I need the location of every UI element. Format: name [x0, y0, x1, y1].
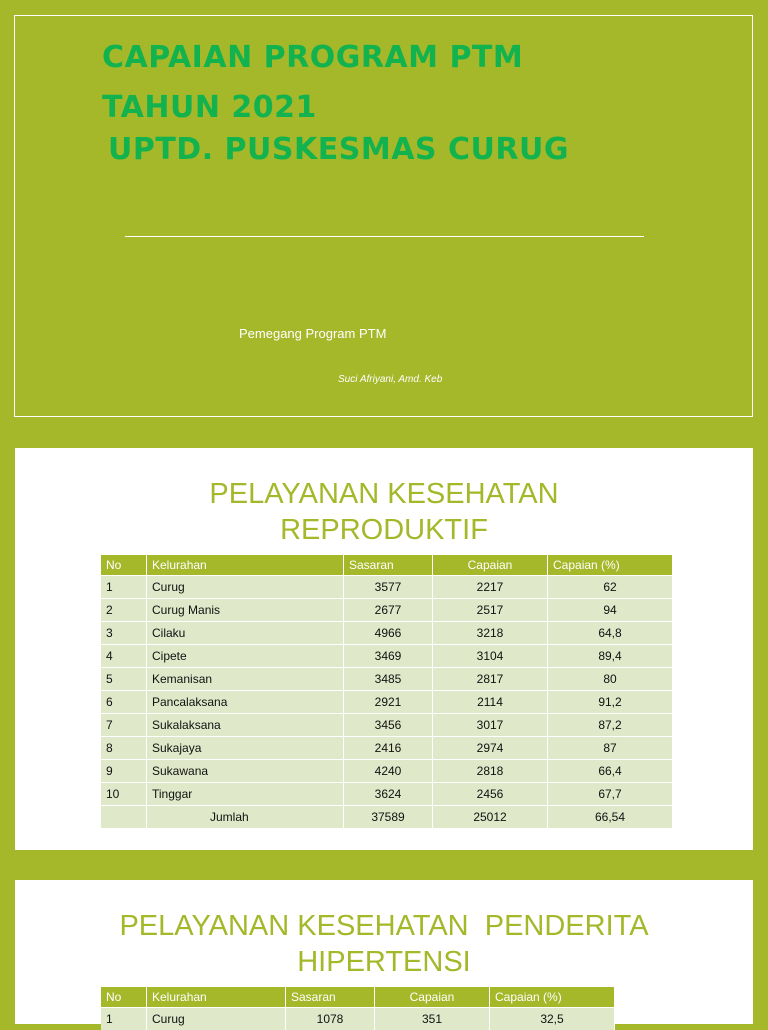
row-capaian: 2114: [433, 691, 548, 714]
col-header-capaian: Capaian: [375, 987, 490, 1008]
row-sasaran: 2921: [344, 691, 433, 714]
row-kelurahan: Curug: [147, 576, 344, 599]
total-pct: 66,54: [548, 806, 673, 829]
title-line-2: TAHUN 2021: [102, 90, 317, 125]
row-kelurahan: Tinggar: [147, 783, 344, 806]
row-sasaran: 2416: [344, 737, 433, 760]
row-capaian: 2817: [433, 668, 548, 691]
row-kelurahan: Sukajaya: [147, 737, 344, 760]
row-no: 8: [101, 737, 147, 760]
row-sasaran: 1078: [286, 1008, 375, 1030]
title-line-3: UPTD. PUSKESMAS CURUG: [108, 132, 569, 167]
total-capaian: 25012: [433, 806, 548, 829]
row-capaian: 2818: [433, 760, 548, 783]
divider: [125, 236, 644, 237]
row-capaian-pct: 91,2: [548, 691, 673, 714]
col-header-kelurahan: Kelurahan: [147, 987, 286, 1008]
row-capaian-pct: 62: [548, 576, 673, 599]
row-no: 9: [101, 760, 147, 783]
col-header-no: No: [101, 555, 147, 576]
row-kelurahan: Pancalaksana: [147, 691, 344, 714]
row-capaian: 2517: [433, 599, 548, 622]
total-sasaran: 37589: [344, 806, 433, 829]
col-header-capaian-pct: Capaian (%): [490, 987, 615, 1008]
table-row: [101, 760, 673, 783]
row-kelurahan: Cilaku: [147, 622, 344, 645]
row-no: 5: [101, 668, 147, 691]
row-kelurahan: Curug: [147, 1008, 286, 1030]
row-sasaran: 3485: [344, 668, 433, 691]
slide-title-line-1: PELAYANAN KESEHATAN PENDERITA: [15, 908, 753, 944]
table-total-row: [101, 806, 673, 829]
row-no: 7: [101, 714, 147, 737]
table-row: [101, 1008, 615, 1030]
row-capaian: 3218: [433, 622, 548, 645]
table-row: [101, 668, 673, 691]
table-row: [101, 645, 673, 668]
row-capaian-pct: 64,8: [548, 622, 673, 645]
row-kelurahan: Sukalaksana: [147, 714, 344, 737]
row-capaian-pct: 66,4: [548, 760, 673, 783]
table-row: [101, 622, 673, 645]
row-sasaran: 3577: [344, 576, 433, 599]
table-row: [101, 783, 673, 806]
row-sasaran: 2677: [344, 599, 433, 622]
table-row: [101, 599, 673, 622]
row-sasaran: 3469: [344, 645, 433, 668]
row-sasaran: 3456: [344, 714, 433, 737]
row-capaian-pct: 89,4: [548, 645, 673, 668]
table-row: [101, 737, 673, 760]
row-capaian-pct: 87,2: [548, 714, 673, 737]
row-no: 10: [101, 783, 147, 806]
reproductive-table: [101, 555, 673, 828]
row-no: 2: [101, 599, 147, 622]
program-holder-label: Pemegang Program PTM: [239, 326, 386, 341]
row-capaian-pct: 32,5: [490, 1008, 615, 1030]
row-kelurahan: Curug Manis: [147, 599, 344, 622]
table-row: [101, 714, 673, 737]
row-capaian: 3017: [433, 714, 548, 737]
slide-title: [15, 908, 753, 980]
row-sasaran: 3624: [344, 783, 433, 806]
row-capaian: 2974: [433, 737, 548, 760]
row-capaian-pct: 80: [548, 668, 673, 691]
row-sasaran: 4966: [344, 622, 433, 645]
col-header-capaian-pct: Capaian (%): [548, 555, 673, 576]
row-no: 4: [101, 645, 147, 668]
reproductive-slide: [15, 448, 753, 850]
row-capaian: 2456: [433, 783, 548, 806]
col-header-capaian: Capaian: [433, 555, 548, 576]
slide-title: [15, 476, 753, 548]
title-line-1: CAPAIAN PROGRAM PTM: [102, 40, 523, 75]
col-header-no: No: [101, 987, 147, 1008]
table-body: [101, 576, 673, 806]
col-header-sasaran: Sasaran: [344, 555, 433, 576]
row-sasaran: 4240: [344, 760, 433, 783]
hypertension-slide: [15, 880, 753, 1024]
row-capaian: 3104: [433, 645, 548, 668]
row-capaian-pct: 94: [548, 599, 673, 622]
table-body: [101, 1008, 615, 1030]
row-capaian-pct: 87: [548, 737, 673, 760]
row-kelurahan: Sukawana: [147, 760, 344, 783]
author-name: Suci Afriyani, Amd. Keb: [338, 374, 442, 385]
row-no: 6: [101, 691, 147, 714]
table-row: [101, 691, 673, 714]
slide-title-line-2: REPRODUKTIF: [15, 512, 753, 548]
slide-title-line-2: HIPERTENSI: [15, 944, 753, 980]
row-no: 1: [101, 1008, 147, 1030]
row-no: 1: [101, 576, 147, 599]
row-no: 3: [101, 622, 147, 645]
total-label: Jumlah: [147, 806, 344, 829]
table-header-row: [101, 987, 615, 1008]
row-capaian: 351: [375, 1008, 490, 1030]
row-kelurahan: Kemanisan: [147, 668, 344, 691]
title-slide: [14, 15, 753, 417]
total-no-cell: [101, 806, 147, 829]
table-row: [101, 576, 673, 599]
row-kelurahan: Cipete: [147, 645, 344, 668]
row-capaian: 2217: [433, 576, 548, 599]
col-header-kelurahan: Kelurahan: [147, 555, 344, 576]
col-header-sasaran: Sasaran: [286, 987, 375, 1008]
table-header-row: [101, 555, 673, 576]
slide-title-line-1: PELAYANAN KESEHATAN: [15, 476, 753, 512]
row-capaian-pct: 67,7: [548, 783, 673, 806]
